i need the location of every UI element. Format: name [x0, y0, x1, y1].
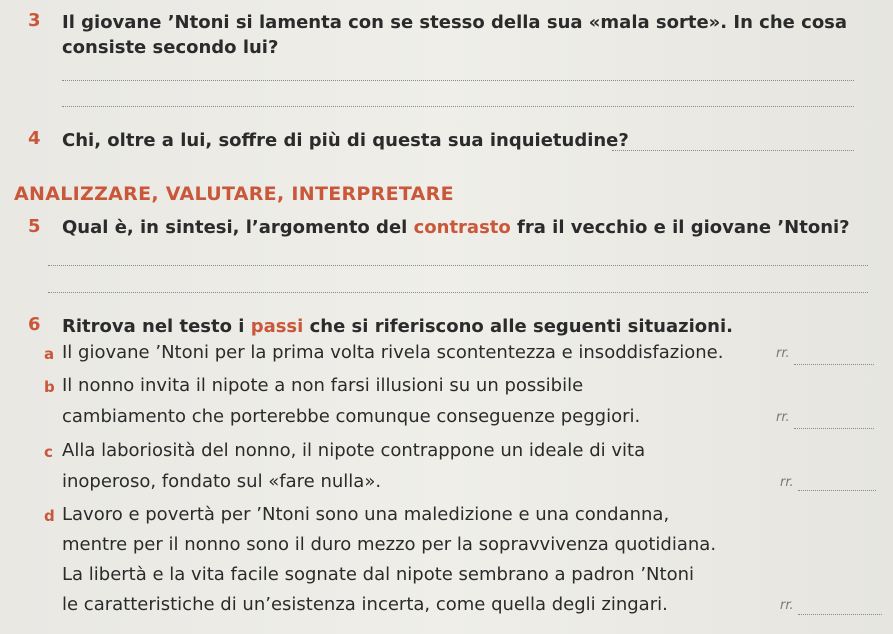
answer-line-q5-2[interactable]: [48, 292, 868, 293]
answer-line-item-b[interactable]: [794, 428, 874, 429]
answer-line-item-c[interactable]: [798, 490, 876, 491]
answer-line-item-a[interactable]: [794, 364, 874, 365]
question-6-text-part-1: Ritrova nel testo i: [62, 316, 251, 337]
question-6-highlight: passi: [250, 316, 304, 337]
question-5-text-part-2: fra il vecchio e il giovane ’Ntoni?: [510, 217, 850, 238]
item-a-line-1: Il giovane ’Ntoni per la prima volta rivela scontentezza e insoddisfazione.: [62, 342, 724, 363]
question-4-number: 4: [28, 128, 41, 149]
question-5-text-part-1: Qual è, in sintesi, l’argomento del: [62, 217, 414, 238]
question-3-line-1: Il giovane ’Ntoni si lamenta con se stesso della sua «mala sorte». In che cosa: [62, 12, 848, 33]
question-5-number: 5: [28, 216, 41, 237]
item-b-line-2: cambiamento che porterebbe comunque conseguenze peggiori.: [62, 406, 641, 427]
question-6-number: 6: [28, 314, 41, 335]
question-3-line-2: consiste secondo lui?: [62, 37, 279, 58]
item-b-rr: rr.: [776, 410, 790, 425]
item-a-rr: rr.: [776, 346, 790, 361]
item-a-letter: a: [44, 345, 55, 363]
question-6-text-part-2: che si riferiscono alle seguenti situazioni.: [303, 316, 733, 337]
item-d-line-4: le caratteristiche di un’esistenza incerta, come quella degli zingari.: [62, 594, 668, 615]
item-c-line-2: inoperoso, fondato sul «fare nulla».: [62, 471, 382, 492]
question-3-number: 3: [28, 10, 41, 31]
question-4-text: Chi, oltre a lui, soffre di più di questa sua inquietudine?: [62, 130, 629, 151]
answer-line-q4[interactable]: [612, 150, 854, 151]
question-5-text: [62, 217, 850, 239]
item-d-line-1: Lavoro e povertà per ’Ntoni sono una maledizione e una condanna,: [62, 504, 670, 525]
item-d-letter: d: [44, 507, 55, 525]
answer-line-item-d[interactable]: [798, 614, 882, 615]
section-heading: ANALIZZARE, VALUTARE, INTERPRETARE: [14, 183, 454, 205]
item-b-letter: b: [44, 378, 55, 396]
answer-line-q3-1[interactable]: [62, 80, 854, 81]
item-b-line-1: Il nonno invita il nipote a non farsi illusioni su un possibile: [62, 375, 584, 396]
item-d-line-3: La libertà e la vita facile sognate dal nipote sembrano a padron ’Ntoni: [62, 564, 694, 585]
answer-line-q3-2[interactable]: [62, 106, 854, 107]
question-5-highlight: contrasto: [413, 217, 511, 238]
question-6-text: [62, 316, 733, 338]
item-c-line-1: Alla laboriosità del nonno, il nipote contrappone un ideale di vita: [62, 440, 646, 461]
item-c-letter: c: [44, 443, 53, 461]
item-c-rr: rr.: [780, 475, 794, 490]
item-d-line-2: mentre per il nonno sono il duro mezzo per la sopravvivenza quotidiana.: [62, 534, 717, 555]
answer-line-q5-1[interactable]: [48, 265, 868, 266]
item-d-rr: rr.: [780, 598, 794, 613]
